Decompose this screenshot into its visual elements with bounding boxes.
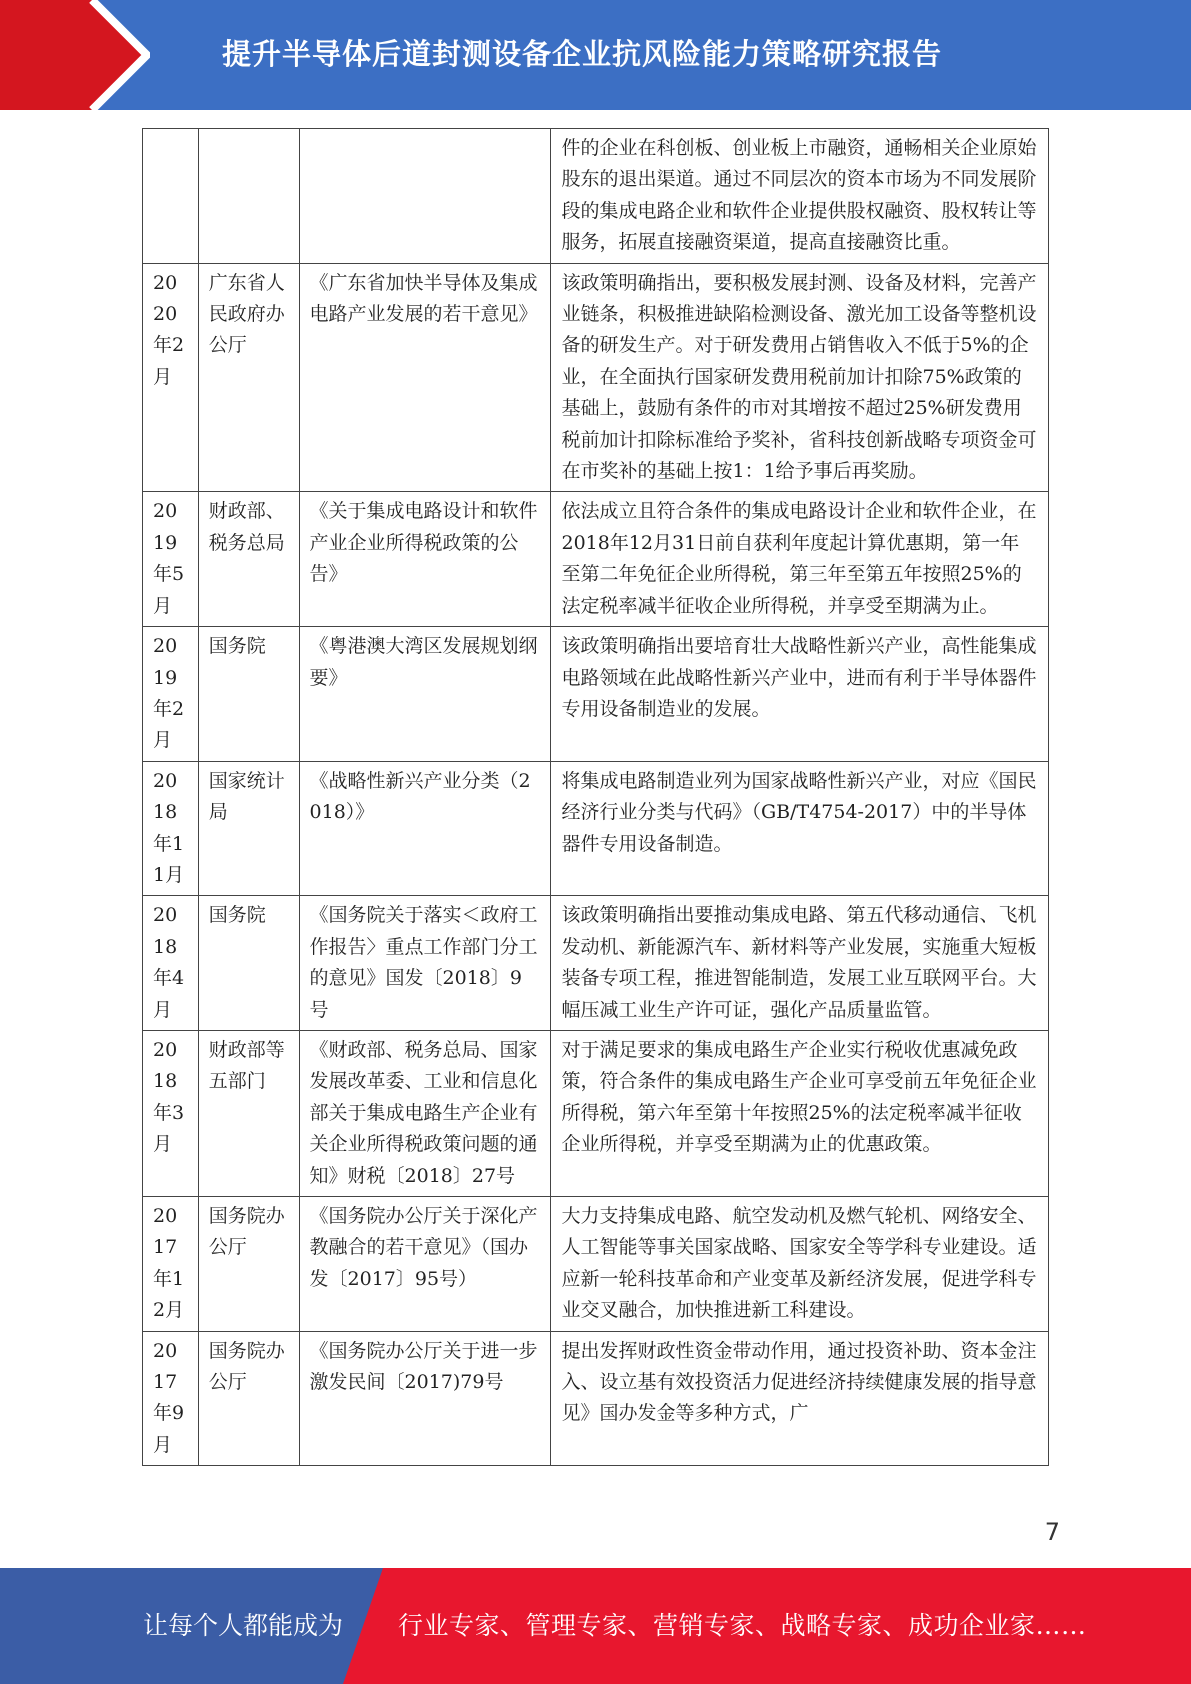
issuer-cell: 财政部等五部门 — [198, 1030, 299, 1196]
content-cell: 依法成立且符合条件的集成电路设计企业和软件企业，在2018年12月31日前自获利年度起计算优惠期，第一年至第二年免征企业所得税，第三年至第五年按照25%的法定税率减半征收企业所得税，并享受至期满为止。 — [551, 492, 1049, 627]
date-cell: 2018年4月 — [143, 896, 199, 1031]
issuer-cell: 国务院办公厅 — [198, 1331, 299, 1466]
page-header — [0, 0, 1191, 110]
date-cell: 2017年12月 — [143, 1197, 199, 1332]
content-cell: 大力支持集成电路、航空发动机及燃气轮机、网络安全、人工智能等事关国家战略、国家安全等学科专业建设。适应新一轮科技革命和产业变革及新经济发展，促进学科专业交叉融合，加快推进新工科建设。 — [551, 1197, 1049, 1332]
content-cell: 对于满足要求的集成电路生产企业实行税收优惠减免政策，符合条件的集成电路生产企业可享受前五年免征企业所得税，第六年至第十年按照25%的法定税率减半征收企业所得税，并享受至期满为止的优惠政策。 — [551, 1030, 1049, 1196]
table-row — [143, 1030, 1049, 1196]
content-cell: 提出发挥财政性资金带动作用，通过投资补助、资本金注入、设立基有效投资活力促进经济持续健康发展的指导意见》国办发金等多种方式，广 — [551, 1331, 1049, 1466]
document-cell: 《国务院办公厅关于深化产教融合的若干意见》（国办发〔2017〕95号） — [299, 1197, 551, 1332]
table-row — [143, 1331, 1049, 1466]
content-cell: 该政策明确指出要培育壮大战略性新兴产业，高性能集成电路领域在此战略性新兴产业中，进而有利于半导体器件专用设备制造业的发展。 — [551, 627, 1049, 762]
document-cell: 《粤港澳大湾区发展规划纲要》 — [299, 627, 551, 762]
date-cell: 2017年9月 — [143, 1331, 199, 1466]
content-cell: 将集成电路制造业列为国家战略性新兴产业，对应《国民经济行业分类与代码》（GB/T4754-2017）中的半导体器件专用设备制造。 — [551, 761, 1049, 896]
table-row — [143, 627, 1049, 762]
page-number: 7 — [1044, 1518, 1060, 1546]
policy-table — [142, 128, 1049, 1466]
page-footer — [0, 1568, 1191, 1684]
document-cell: 《国务院关于落实＜政府工作报告〉重点工作部门分工的意见》国发〔2018〕9号 — [299, 896, 551, 1031]
header-chevron-icon — [0, 0, 150, 110]
document-cell: 《国务院办公厅关于进一步激发民间〔2017)79号 — [299, 1331, 551, 1466]
footer-slogan-lead: 让每个人都能成为 — [143, 1611, 344, 1640]
issuer-cell: 财政部、税务总局 — [198, 492, 299, 627]
report-title: 提升半导体后道封测设备企业抗风险能力策略研究报告 — [222, 37, 943, 71]
issuer-cell: 国务院办公厅 — [198, 1197, 299, 1332]
content-cell: 件的企业在科创板、创业板上市融资，通畅相关企业原始股东的退出渠道。通过不同层次的资本市场为不同发展阶段的集成电路企业和软件企业提供股权融资、股权转让等服务，拓展直接融资渠道，提高直接融资比重。 — [551, 129, 1049, 264]
table-row — [143, 761, 1049, 896]
date-cell: 2019年2月 — [143, 627, 199, 762]
date-cell: 2019年5月 — [143, 492, 199, 627]
table-row — [143, 896, 1049, 1031]
table-row — [143, 263, 1049, 492]
date-cell: 2020年2月 — [143, 263, 199, 492]
document-cell: 《广东省加快半导体及集成电路产业发展的若干意见》 — [299, 263, 551, 492]
issuer-cell: 国家统计局 — [198, 761, 299, 896]
table-row — [143, 129, 1049, 264]
table-row — [143, 492, 1049, 627]
date-cell — [143, 129, 199, 264]
document-cell — [299, 129, 551, 264]
content-cell: 该政策明确指出，要积极发展封测、设备及材料，完善产业链条，积极推进缺陷检测设备、激光加工设备等整机设备的研发生产。对于研发费用占销售收入不低于5%的企业，在全面执行国家研发费用税前加计扣除75%政策的基础上，鼓励有条件的市对其增按不超过25%研发费用税前加计扣除标准给予奖补，省科技创新战略专项资金可在市奖补的基础上按1：1给予事后再奖励。 — [551, 263, 1049, 492]
document-cell: 《战略性新兴产业分类（2018）》 — [299, 761, 551, 896]
document-cell: 《关于集成电路设计和软件产业企业所得税政策的公告》 — [299, 492, 551, 627]
table-row — [143, 1197, 1049, 1332]
document-cell: 《财政部、税务总局、国家发展改革委、工业和信息化部关于集成电路生产企业有关企业所得税政策问题的通知》财税〔2018〕27号 — [299, 1030, 551, 1196]
date-cell: 2018年11月 — [143, 761, 199, 896]
content-cell: 该政策明确指出要推动集成电路、第五代移动通信、飞机发动机、新能源汽车、新材料等产业发展，实施重大短板装备专项工程，推进智能制造，发展工业互联网平台。大幅压减工业生产许可证，强化产品质量监管。 — [551, 896, 1049, 1031]
issuer-cell — [198, 129, 299, 264]
issuer-cell: 国务院 — [198, 627, 299, 762]
date-cell: 2018年3月 — [143, 1030, 199, 1196]
issuer-cell: 广东省人民政府办公厅 — [198, 263, 299, 492]
footer-slogan-roles: 行业专家、管理专家、营销专家、战略专家、成功企业家…… — [398, 1611, 1087, 1640]
issuer-cell: 国务院 — [198, 896, 299, 1031]
